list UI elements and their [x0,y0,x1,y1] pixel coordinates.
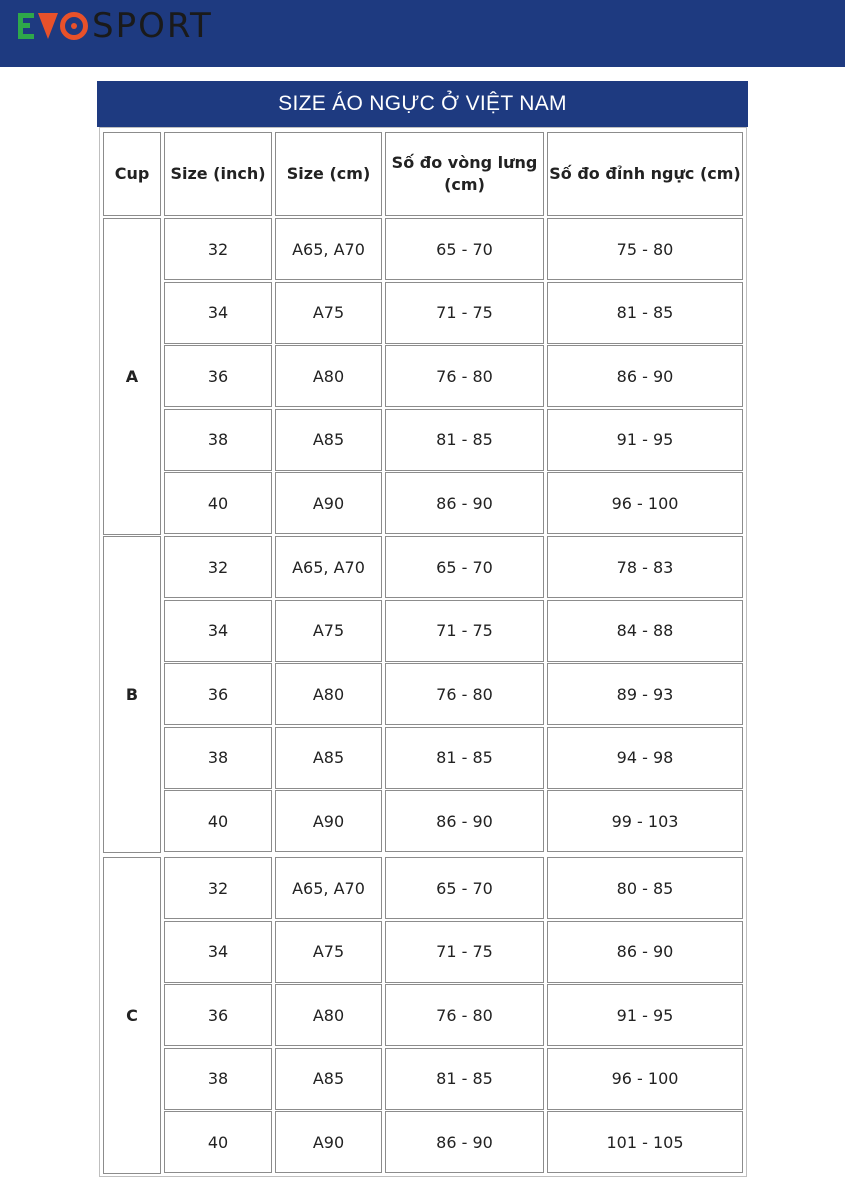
underbust-cell: 86 - 90 [385,472,544,534]
size-table [99,127,747,1177]
size-inch-cell: 34 [164,921,272,983]
bust-cell: 86 - 90 [547,345,743,407]
underbust-cell: 81 - 85 [385,727,544,789]
size-cm-cell: A80 [275,663,382,725]
logo-target-icon [60,12,88,40]
header-size-inch: Size (inch) [164,132,272,216]
size-inch-cell: 36 [164,663,272,725]
size-cm-cell: A80 [275,345,382,407]
bust-cell: 96 - 100 [547,1048,743,1110]
size-cm-cell: A75 [275,921,382,983]
bust-cell: 84 - 88 [547,600,743,662]
bust-cell: 99 - 103 [547,790,743,852]
size-inch-cell: 36 [164,984,272,1046]
size-cm-cell: A90 [275,1111,382,1173]
underbust-cell: 65 - 70 [385,218,544,280]
underbust-cell: 81 - 85 [385,1048,544,1110]
size-cm-cell: A65, A70 [275,218,382,280]
size-cm-cell: A75 [275,282,382,344]
underbust-cell: 65 - 70 [385,857,544,919]
bust-cell: 91 - 95 [547,409,743,471]
size-cm-cell: A65, A70 [275,857,382,919]
size-inch-cell: 32 [164,218,272,280]
underbust-cell: 71 - 75 [385,282,544,344]
size-inch-cell: 36 [164,345,272,407]
size-inch-cell: 40 [164,472,272,534]
size-cm-cell: A75 [275,600,382,662]
size-cm-cell: A85 [275,409,382,471]
site-header [0,0,845,67]
bust-cell: 94 - 98 [547,727,743,789]
size-inch-cell: 38 [164,727,272,789]
size-cm-cell: A85 [275,1048,382,1110]
header-bust: Số đo đỉnh ngực (cm) [547,132,743,216]
size-cm-cell: A90 [275,790,382,852]
size-cm-cell: A90 [275,472,382,534]
bust-cell: 89 - 93 [547,663,743,725]
bust-cell: 96 - 100 [547,472,743,534]
size-inch-cell: 34 [164,282,272,344]
underbust-cell: 76 - 80 [385,345,544,407]
header-size-cm: Size (cm) [275,132,382,216]
logo-text: SPORT [92,6,213,46]
cup-cell: B [103,536,161,853]
bust-cell: 78 - 83 [547,536,743,598]
underbust-cell: 76 - 80 [385,984,544,1046]
page-title: SIZE ÁO NGỰC Ở VIỆT NAM [97,81,748,127]
underbust-cell: 76 - 80 [385,663,544,725]
bust-cell: 86 - 90 [547,921,743,983]
size-inch-cell: 34 [164,600,272,662]
bust-cell: 81 - 85 [547,282,743,344]
cup-cell: A [103,218,161,535]
bust-cell: 75 - 80 [547,218,743,280]
logo-v-mark [38,13,58,39]
logo-e-mark [18,13,34,39]
header-cup: Cup [103,132,161,216]
size-inch-cell: 40 [164,1111,272,1173]
size-inch-cell: 38 [164,409,272,471]
size-cm-cell: A65, A70 [275,536,382,598]
evosport-logo[interactable] [18,6,213,46]
underbust-cell: 71 - 75 [385,921,544,983]
size-inch-cell: 32 [164,857,272,919]
size-inch-cell: 40 [164,790,272,852]
size-inch-cell: 32 [164,536,272,598]
size-cm-cell: A80 [275,984,382,1046]
underbust-cell: 81 - 85 [385,409,544,471]
size-cm-cell: A85 [275,727,382,789]
bust-cell: 101 - 105 [547,1111,743,1173]
size-inch-cell: 38 [164,1048,272,1110]
underbust-cell: 86 - 90 [385,1111,544,1173]
underbust-cell: 86 - 90 [385,790,544,852]
underbust-cell: 71 - 75 [385,600,544,662]
bust-cell: 91 - 95 [547,984,743,1046]
underbust-cell: 65 - 70 [385,536,544,598]
header-underbust: Số đo vòng lưng (cm) [385,132,544,216]
cup-cell: C [103,857,161,1174]
bust-cell: 80 - 85 [547,857,743,919]
